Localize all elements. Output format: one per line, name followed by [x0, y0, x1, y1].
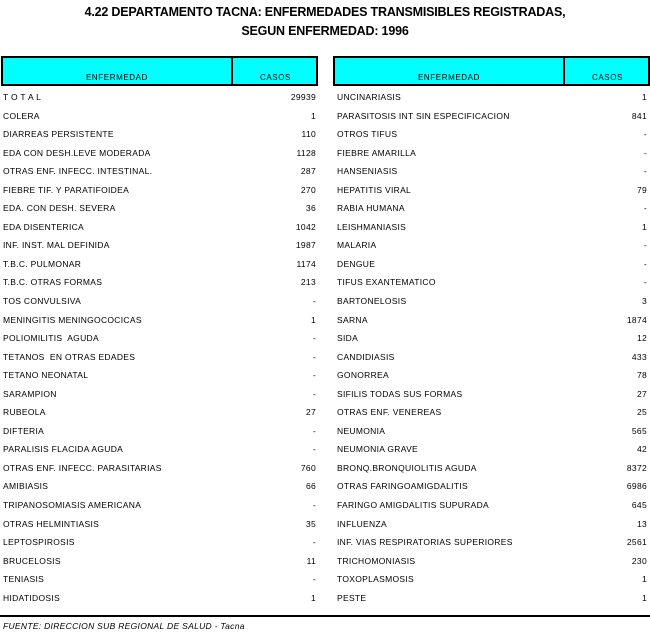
- case-count: 1: [641, 592, 647, 603]
- disease-name: CANDIDIASIS: [337, 351, 395, 362]
- table-row: [3, 441, 316, 460]
- case-count: -: [312, 425, 316, 436]
- disease-name: PARALISIS FLACIDA AGUDA: [3, 444, 124, 455]
- source-note: FUENTE: DIRECCION SUB REGIONAL DE SALUD - Tacna: [3, 621, 245, 631]
- table-row: [337, 441, 647, 460]
- disease-name: EDA DISENTERICA: [3, 221, 85, 232]
- table-row: [337, 590, 647, 609]
- left-table-body: [3, 89, 316, 608]
- disease-name: T O T A L: [3, 92, 42, 102]
- case-count: 645: [631, 500, 647, 511]
- table-row: [3, 200, 316, 219]
- disease-name: FIEBRE AMARILLA: [337, 147, 417, 158]
- table-row: [3, 404, 316, 423]
- case-count: 2561: [626, 537, 647, 548]
- disease-name: OTRAS ENF. VENEREAS: [337, 407, 442, 418]
- table-row: [337, 293, 647, 312]
- disease-name: LEPTOSPIROSIS: [3, 537, 75, 548]
- table-row: [337, 256, 647, 275]
- table-row: [3, 219, 316, 238]
- disease-name: OTRAS ENF. INFECC. INTESTINAL.: [3, 166, 153, 177]
- disease-name: TRICHOMONIASIS: [337, 555, 416, 566]
- table-row: [3, 386, 316, 405]
- disease-name: TOXOPLASMOSIS: [337, 574, 414, 585]
- table-row: [337, 312, 647, 331]
- case-count: 36: [305, 203, 316, 214]
- disease-name: EDA. CON DESH. SEVERA: [3, 203, 116, 214]
- disease-name: T.B.C. PULMONAR: [3, 258, 82, 269]
- column-header-enfermedad: ENFERMEDAD: [335, 58, 565, 84]
- case-count: 25: [636, 407, 647, 418]
- disease-name: UNCINARIASIS: [337, 92, 402, 102]
- bottom-rule: [0, 615, 650, 617]
- table-row: [3, 126, 316, 145]
- table-row: [3, 478, 316, 497]
- case-count: -: [312, 296, 316, 307]
- table-row: [337, 367, 647, 386]
- table-row: [337, 460, 647, 479]
- left-table-header: [1, 56, 318, 86]
- table-row: [3, 590, 316, 609]
- case-count: 230: [631, 555, 647, 566]
- case-count: -: [312, 500, 316, 511]
- table-row: [3, 237, 316, 256]
- case-count: 42: [636, 444, 647, 455]
- table-row: [337, 219, 647, 238]
- case-count: 12: [636, 333, 647, 344]
- disease-name: MALARIA: [337, 240, 377, 251]
- disease-name: INF. VIAS RESPIRATORIAS SUPERIORES: [337, 537, 513, 548]
- disease-name: MENINGITIS MENINGOCOCICAS: [3, 314, 142, 325]
- case-count: 66: [305, 481, 316, 492]
- table-row: [337, 126, 647, 145]
- disease-name: DIARREAS PERSISTENTE: [3, 129, 114, 140]
- table-row: [3, 423, 316, 442]
- case-count: -: [312, 444, 316, 455]
- disease-name: PARASITOSIS INT SIN ESPECIFICACION: [337, 110, 510, 121]
- table-row: [337, 200, 647, 219]
- table-row: [3, 330, 316, 349]
- column-header-enfermedad: ENFERMEDAD: [3, 58, 233, 84]
- case-count: -: [312, 351, 316, 362]
- disease-name: SIDA: [337, 333, 359, 344]
- table-row: [3, 312, 316, 331]
- case-count: 1: [310, 592, 316, 603]
- table-row: [337, 534, 647, 553]
- disease-name: BRONQ.BRONQUIOLITIS AGUDA: [337, 462, 477, 473]
- table-row: [337, 478, 647, 497]
- case-count: 35: [305, 518, 316, 529]
- case-count: -: [643, 129, 647, 140]
- table-row: [337, 89, 647, 108]
- disease-name: SIFILIS TODAS SUS FORMAS: [337, 388, 463, 399]
- disease-name: DENGUE: [337, 258, 376, 269]
- table-row: [3, 553, 316, 572]
- case-count: 213: [300, 277, 316, 288]
- disease-name: HEPATITIS VIRAL: [337, 184, 412, 195]
- table-row: [3, 256, 316, 275]
- disease-name: SARNA: [337, 314, 368, 325]
- disease-name: OTRAS HELMINTIASIS: [3, 518, 100, 529]
- disease-name: TRIPANOSOMIASIS AMERICANA: [3, 500, 142, 511]
- disease-name: POLIOMILITIS AGUDA: [3, 333, 99, 344]
- table-row: [337, 163, 647, 182]
- page-subtitle: SEGUN ENFERMEDAD: 1996: [241, 24, 409, 38]
- table-row: [3, 349, 316, 368]
- table-row: [337, 553, 647, 572]
- table-row: [337, 386, 647, 405]
- disease-name: NEUMONIA GRAVE: [337, 444, 419, 455]
- case-count: -: [312, 333, 316, 344]
- table-row: [3, 108, 316, 127]
- table-row: [3, 534, 316, 553]
- disease-name: T.B.C. OTRAS FORMAS: [3, 277, 103, 288]
- case-count: -: [643, 147, 647, 158]
- disease-name: TENIASIS: [3, 574, 45, 585]
- case-count: 760: [300, 462, 316, 473]
- table-row: [3, 163, 316, 182]
- disease-name: LEISHMANIASIS: [337, 221, 407, 232]
- disease-name: OTROS TIFUS: [337, 129, 398, 140]
- disease-name: INFLUENZA: [337, 518, 387, 529]
- disease-name: SARAMPION: [3, 388, 57, 399]
- table-row: [3, 145, 316, 164]
- case-count: 8372: [626, 462, 647, 473]
- case-count: -: [312, 537, 316, 548]
- disease-name: FIEBRE TIF. Y PARATIFOIDEA: [3, 184, 130, 195]
- disease-name: EDA CON DESH.LEVE MODERADA: [3, 147, 151, 158]
- disease-name: HIDATIDOSIS: [3, 592, 60, 603]
- right-table-header: [333, 56, 650, 86]
- table-row: [337, 145, 647, 164]
- disease-name: HANSENIASIS: [337, 166, 398, 177]
- case-count: 78: [636, 370, 647, 381]
- table-row: [337, 330, 647, 349]
- disease-name: AMIBIASIS: [3, 481, 49, 492]
- column-header-casos: CASOS: [591, 73, 623, 82]
- table-row: [337, 237, 647, 256]
- case-count: 11: [306, 555, 316, 566]
- disease-name: COLERA: [3, 110, 40, 121]
- table-row: [337, 404, 647, 423]
- case-count: 565: [631, 425, 647, 436]
- disease-name: TETANOS EN OTRAS EDADES: [3, 351, 136, 362]
- case-count: 29939: [290, 92, 316, 102]
- case-count: 27: [305, 407, 316, 418]
- case-count: 1128: [296, 147, 316, 158]
- page-title: 4.22 DEPARTAMENTO TACNA: ENFERMEDADES TRANSMISIBLES REGISTRADAS,: [84, 5, 566, 19]
- column-header-casos: CASOS: [259, 73, 291, 82]
- case-count: -: [643, 240, 647, 251]
- table-row: [3, 274, 316, 293]
- table-row: [3, 571, 316, 590]
- disease-name: TOS CONVULSIVA: [3, 296, 82, 307]
- table-row: [3, 497, 316, 516]
- table-row: [337, 571, 647, 590]
- case-count: 1987: [295, 240, 316, 251]
- table-row: [3, 89, 316, 108]
- right-table-body: [337, 89, 647, 608]
- table-row: [337, 349, 647, 368]
- table-row: [3, 460, 316, 479]
- case-count: 270: [300, 184, 316, 195]
- table-row: [337, 516, 647, 535]
- case-count: 110: [301, 129, 316, 140]
- case-count: -: [643, 258, 647, 269]
- case-count: 1: [641, 221, 647, 232]
- table-row: [337, 182, 647, 201]
- case-count: 3: [641, 296, 647, 307]
- disease-name: BRUCELOSIS: [3, 555, 61, 566]
- case-count: 433: [631, 351, 647, 362]
- case-count: 1874: [626, 314, 647, 325]
- case-count: 1: [310, 314, 316, 325]
- case-count: 1: [310, 110, 316, 121]
- case-count: 1042: [295, 221, 316, 232]
- table-row: [337, 497, 647, 516]
- disease-name: GONORREA: [337, 370, 389, 381]
- disease-name: TIFUS EXANTEMATICO: [337, 277, 436, 288]
- disease-name: RUBEOLA: [3, 407, 46, 418]
- case-count: 1174: [296, 258, 316, 269]
- disease-name: DIFTERIA: [3, 425, 45, 436]
- disease-name: OTRAS ENF. INFECC. PARASITARIAS: [3, 462, 162, 473]
- disease-name: FARINGO AMIGDALITIS SUPURADA: [337, 500, 489, 511]
- table-row: [337, 423, 647, 442]
- case-count: 1: [641, 92, 647, 102]
- disease-name: INF. INST. MAL DEFINIDA: [3, 240, 110, 251]
- case-count: 6986: [626, 481, 647, 492]
- table-row: [3, 293, 316, 312]
- case-count: -: [312, 370, 316, 381]
- case-count: 79: [636, 184, 647, 195]
- case-count: -: [312, 388, 316, 399]
- case-count: -: [643, 166, 647, 177]
- disease-name: RABIA HUMANA: [337, 203, 405, 214]
- case-count: -: [643, 203, 647, 214]
- table-row: [337, 108, 647, 127]
- case-count: 287: [300, 166, 316, 177]
- case-count: 1: [641, 574, 647, 585]
- disease-name: BARTONELOSIS: [337, 296, 407, 307]
- case-count: -: [643, 277, 647, 288]
- table-row: [3, 367, 316, 386]
- case-count: 841: [631, 110, 647, 121]
- table-row: [337, 274, 647, 293]
- disease-name: NEUMONIA: [337, 425, 386, 436]
- table-row: [3, 182, 316, 201]
- table-row: [3, 516, 316, 535]
- disease-name: PESTE: [337, 592, 367, 603]
- case-count: 13: [636, 518, 647, 529]
- disease-name: OTRAS FARINGOAMIGDALITIS: [337, 481, 468, 492]
- case-count: -: [312, 574, 316, 585]
- case-count: 27: [636, 388, 647, 399]
- disease-name: TETANO NEONATAL: [3, 370, 89, 381]
